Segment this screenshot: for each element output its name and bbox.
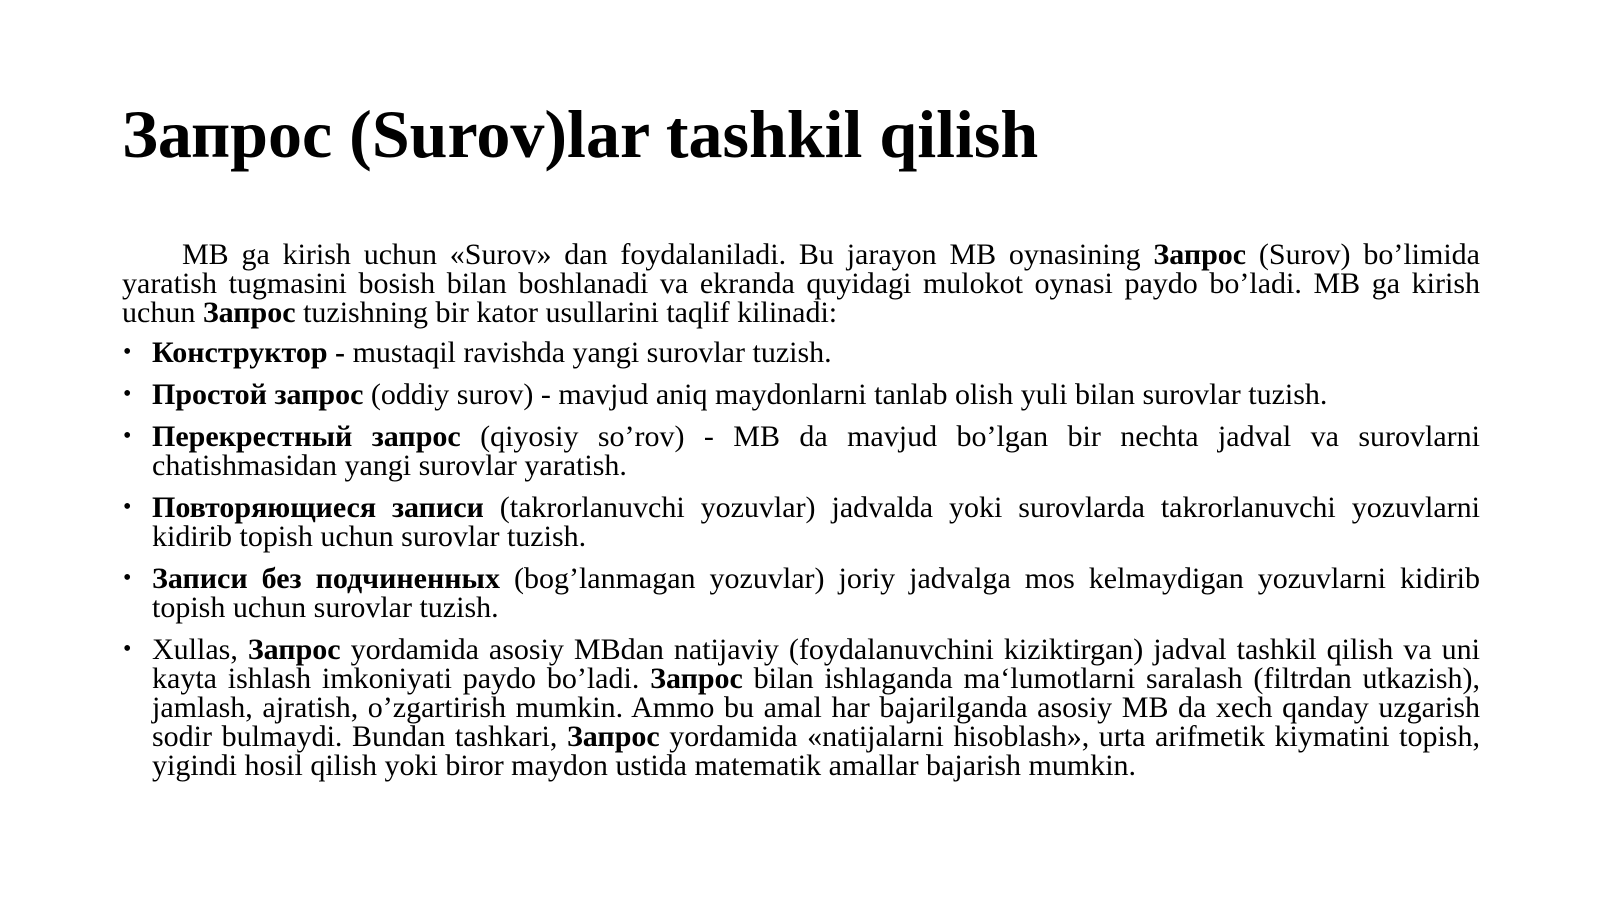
intro-text-3: tuzishning bir kator usullarini taqlif kilinadi: (295, 296, 838, 329)
slide-content (122, 240, 1480, 793)
bullet-icon: • (123, 339, 132, 365)
bullet-item-summary (122, 635, 1480, 780)
summary-text-1: Xullas, (152, 633, 248, 666)
bullet-text: mustaqil ravishda yangi surovlar tuzish. (352, 336, 832, 369)
bullet-item-unmatched (122, 564, 1480, 622)
bullet-text: (qiyosiy so’rov) - MB da mavjud bo’lgan bir nechta jadval va surovlarni chatishmasidan yangi surovlar yaratish. (152, 420, 1480, 482)
bullet-icon: • (123, 494, 132, 520)
summary-bold-2: Запрос (650, 662, 743, 695)
bullet-item-crosstab-query (122, 422, 1480, 480)
bullet-list (122, 338, 1480, 780)
bullet-icon: • (123, 381, 132, 407)
bullet-item-simple-query (122, 380, 1480, 409)
bullet-icon: • (123, 636, 132, 662)
bullet-item-duplicates (122, 493, 1480, 551)
bullet-text: (takrorlanuvchi yozuvlar) jadvalda yoki surovlarda takrorlanuvchi yozuvlarni kidirib topish uchun surovlar tuzish. (152, 491, 1480, 553)
bullet-term: Конструктор - (152, 336, 353, 369)
bullet-icon: • (123, 565, 132, 591)
bullet-text: (bog’lanmagan yozuvlar) joriy jadvalga mos kelmaydigan yozuvlarni kidirib topish uchun surovlar tuzish. (152, 562, 1480, 624)
intro-bold-2: Запрос (202, 296, 296, 329)
summary-text-2: yordamida asosiy MBdan natijaviy (foydalanuvchini kiziktirgan) jadval tashkil qilish va uni kayta ishlash imkoniyati paydo bo’ladi. (152, 633, 1480, 695)
bullet-term: Повторяющиеся записи (152, 491, 484, 524)
bullet-term: Простой запрос (152, 378, 364, 411)
summary-bold-3: Запрос (566, 720, 660, 753)
summary-text-3: bilan ishlaganda ma‘lumotlarni saralash (filtrdan utkazish), jamlash, ajratish, o’zgartirish mumkin. Ammo bu amal har bajarilganda asosiy MB da xech qanday uzgarish sodir bulmaydi. Bundan tashkari, (152, 662, 1480, 753)
bullet-term: Перекрестный запрос (152, 420, 461, 453)
bullet-icon: • (123, 423, 132, 449)
summary-bold-1: Запрос (247, 633, 341, 666)
slide-title: Запрос (Surov)lar tashkil qilish (122, 96, 1039, 172)
bullet-item-constructor (122, 338, 1480, 367)
summary-text-4: yordamida «natijalarni hisoblash», urta arifmetik kiymatini topish, yigindi hosil qilish yoki biror maydon ustida matematik amallar bajarish mumkin. (152, 720, 1480, 782)
bullet-term: Записи без подчиненных (152, 562, 500, 595)
bullet-text: (oddiy surov) - mavjud aniq maydonlarni tanlab olish yuli bilan surovlar tuzish. (363, 378, 1328, 411)
intro-text-1: MB ga kirish uchun «Surov» dan foydalaniladi. Bu jarayon MB oynasining (182, 238, 1154, 271)
intro-paragraph (122, 240, 1480, 327)
intro-text-2: (Surov) bo’limida yaratish tugmasini bosish bilan boshlanadi va ekranda quyidagi mulokot oynasi paydo bo’ladi. MB ga kirish uchun (122, 238, 1480, 329)
intro-bold-1: Запрос (1153, 238, 1247, 271)
